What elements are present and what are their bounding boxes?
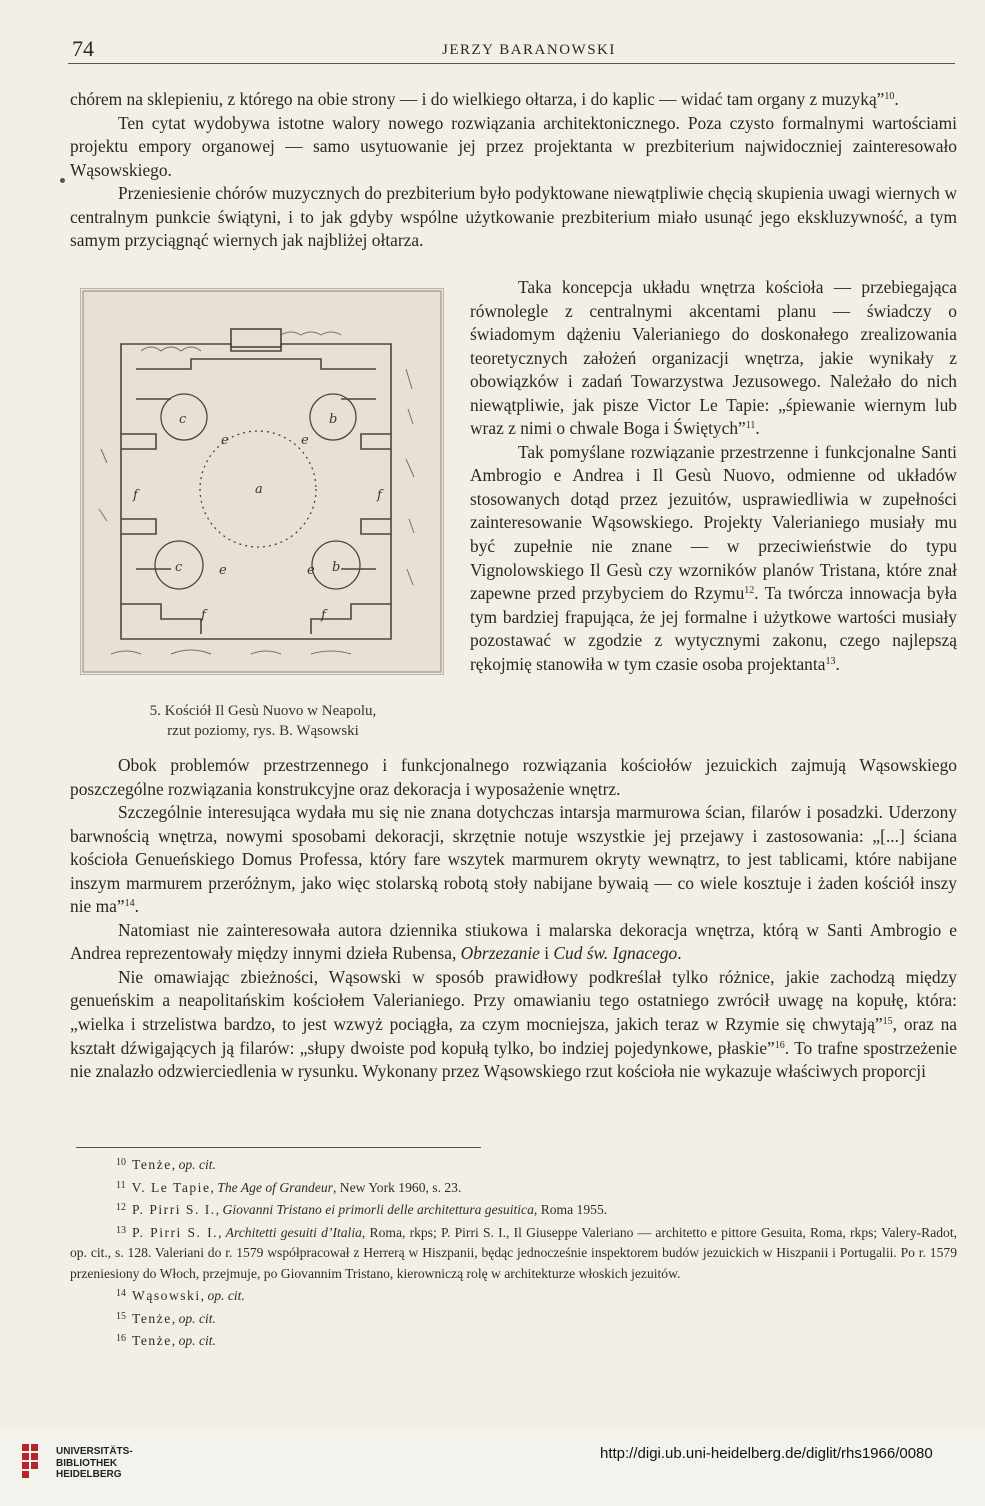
plan-label: b xyxy=(332,560,341,575)
paragraph: Tak pomyślane rozwiązanie przestrzenne i funkcjonalne Santi Ambrogio e Andrea i Il Gesù Nuovo, odmienne od układów stosowanych dotąd przez jezuitów, usprawiedliwia w zupełności zainteresowanie Wąsowskiego. Projekty Valerianiego musiały mu być zupełnie nie znane — w przeciwieństwie do typu Vignolowskiego Il Gesù czy wzorników planów Tristana, które znał zapewne przed przybyciem do Rzymu$^{12}$. Ta twórcza innowacja była tym bardziej frapująca, że jej formalne i użytkowe wartości musiały pozostawać w zgodzie z wytycznymi zakonu, czego najlepszą rękojmię stanowiła w tym czasie osoba projektanta$^{13}$. xyxy=(470,441,957,674)
plan-label: e xyxy=(221,433,229,448)
plan-label: b xyxy=(329,412,338,427)
plan-label: e xyxy=(307,563,315,578)
footnote: $^{14}$ Wąsowski, op. cit. xyxy=(116,1288,245,1303)
floor-plan-drawing xyxy=(81,289,443,674)
plan-label: a xyxy=(255,482,263,497)
footnote-rule xyxy=(76,1147,481,1148)
paragraph: Szczególnie interesująca wydała mu się nie znana dotychczas intarsja marmurowa ścian, filarów i posadzki. Uderzony barwnością wnętrza, nowymi sposobami dekoracji, skrzętnie notuje wszystkie jej przejawy i zastosowania: „[...] ściana kościoła Genueńskiego Domus Professa, który fare wszytek marmurem okryty wewnątrz, to jest tablicami, które nabijane inszym marmurem przeróżnym, jako więc stolarską robotą stoły nabijane bywaią — co wiele kosztuje i żaden kościół inszy nie ma”$^{14}$. xyxy=(70,802,957,917)
top-text-block xyxy=(70,88,957,253)
plan-label: f xyxy=(201,608,206,623)
paragraph: Natomiast nie zainteresowała autora dziennika stiukowa i malarska dekoracja wnętrza, którą w Santi Ambrogio e Andrea reprezentowały między innymi dzieła Rubensa, Obrzezanie i Cud św. Ignacego. xyxy=(70,919,957,964)
footnote: $^{12}$ P. Pirri S. I., Giovanni Tristano ei primorli delle architettura gesuitica, Roma 1955. xyxy=(116,1202,608,1217)
footnote: $^{13}$ P. Pirri S. I., Architetti gesuiti d’Italia, Roma, rkps; P. Pirri S. I., Il Giuseppe Valeriano — architetto e pittore Gesuita, Roma, rkps; Valery-Radot, op. cit., s. 128. Valeriani do r. 1579 współpracował z Herrerą w Hiszpanii, będąc jednocześnie inspektorem budów jezuickich w Hiszpanii i Portugalii. Po r. 1579 przeniesiony do Włoch, przejmuje, po Giovannim Tristano, kierowniczą rolę w architekturze włoskich jezuitów. xyxy=(70,1224,958,1281)
paragraph: Obok problemów przestrzennego i funkcjonalnego rozwiązania kościołów jezuickich zajmują Wąsowskiego poszczególne rozwiązania konstrukcyjne oraz dekoracja i wyposażenie wnętrz. xyxy=(70,755,957,799)
source-url-link[interactable]: http://digi.ub.uni-heidelberg.de/diglit/rhs1966/0080 xyxy=(600,1445,933,1462)
plan-label: f xyxy=(133,488,138,503)
plan-label: e xyxy=(219,563,227,578)
plan-label: c xyxy=(175,560,183,575)
figure-floor-plan xyxy=(80,288,444,675)
paragraph: Przeniesienie chórów muzycznych do prezbiterium było podyktowane niewątpliwie chęcią skupienia uwagi wiernych w centralnym punkcie świątyni, i to jak gdyby wspólne użytkowanie prezbiterium miało usunąć jego ekskluzywność, a tym samym przyciągnąć wiernych jak najbliżej ołtarza. xyxy=(70,183,957,251)
footnote: $^{10}$ Tenże, op. cit. xyxy=(116,1157,216,1172)
footnotes xyxy=(70,1153,957,1352)
plan-label: c xyxy=(179,412,187,427)
paragraph: Ten cytat wydobywa istotne walory nowego rozwiązania architektonicznego. Poza czysto formalnymi wartościami projektu empory organowej — samo usytuowanie jej przez projektanta w prezbiterium najwidoczniej zainteresowało Wąsowskiego. xyxy=(70,112,957,180)
paragraph: chórem na sklepieniu, z którego na obie strony — i do wielkiego ołtarza, i do kaplic — widać tam organy z muzyką”$^{10}$. xyxy=(70,89,899,109)
paragraph: Nie omawiając zbieżności, Wąsowski w sposób prawidłowy podkreślał tylko różnice, jakie zachodzą między genueńskim a neapolitańskim kościołem Valerianiego. Przy omawianiu tego ostatniego zwrócił uwagę na kopułę, która: „wielka i strzelistwa bardzo, to jest wzwyż pociągła, za czym mocniejsza, jakich teraz w Rzymie się chwytają”$^{15}$, oraz na kształt dźwigających ją filarów: „słupy dwoiste pod kopułą tylko, bo indziej pojedynkowe, płaskie”$^{16}$. To trafne spostrzeżenie nie znalazło odzwierciedlenia w rysunku. Wykonany przez Wąsowskiego rzut kościoła nie wykazuje właściwych proporcji xyxy=(70,966,958,1082)
plan-label: f xyxy=(321,608,326,623)
plan-label: f xyxy=(377,488,382,503)
paragraph: Taka koncepcja układu wnętrza kościoła — przebiegająca równolegle z centralnymi akcentami planu — świadczy o świadomym dążeniu Valerianiego do doskonałego zrealizowania teoretycznych założeń organizacji wnętrza, jakie wynikały z obowiązków i zadań Towarzystwa Jezusowego. Należało do nich niewątpliwie, jak pisze Victor Le Tapie: „śpiewanie wiernym lub wraz z nimi o chwale Boga i Świętych”$^{11}$. xyxy=(470,277,957,439)
figure-caption: 5. Kościół Il Gesù Nuovo w Neapolu, rzut poziomy, rys. B. Wąsowski xyxy=(149,703,377,739)
running-head: JERZY BARANOWSKI xyxy=(442,42,616,58)
footnote: $^{15}$ Tenże, op. cit. xyxy=(116,1310,216,1326)
library-name[interactable]: UNIVERSITÄTS- BIBLIOTHEK HEIDELBERG xyxy=(56,1446,133,1480)
footnote: $^{16}$ Tenże, op. cit. xyxy=(116,1333,216,1348)
library-logo-icon[interactable] xyxy=(20,1442,50,1485)
footnote: $^{11}$ V. Le Tapie, The Age of Grandeur, New York 1960, s. 23. xyxy=(116,1179,462,1195)
margin-mark xyxy=(60,178,65,183)
header-rule xyxy=(68,63,955,64)
right-column-text xyxy=(470,276,957,676)
bottom-text-block xyxy=(70,754,957,1084)
plan-label: e xyxy=(301,433,309,448)
page-number: 74 xyxy=(72,36,94,61)
